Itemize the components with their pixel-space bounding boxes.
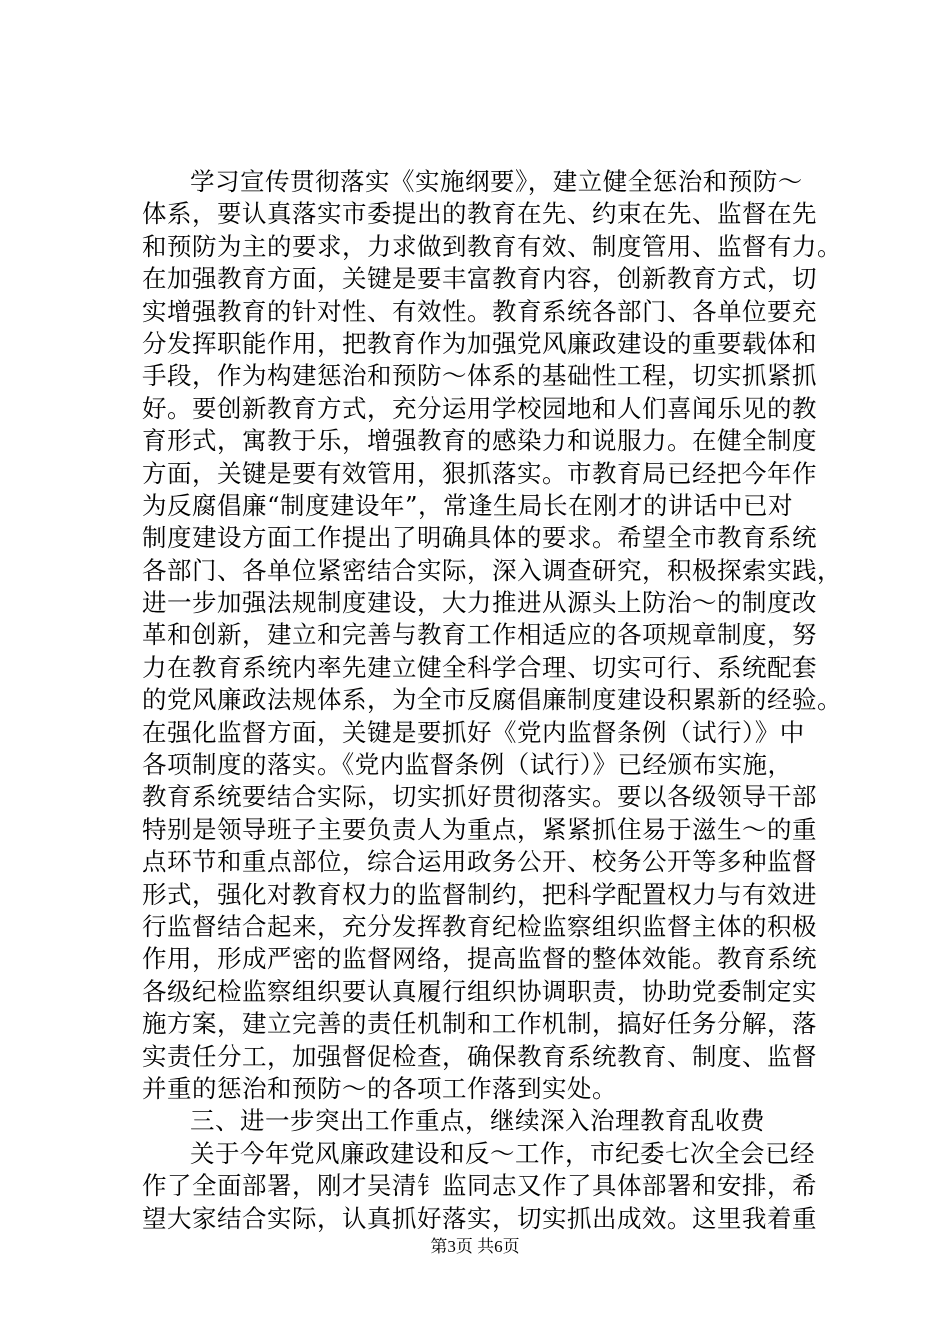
paragraph-line: 在强化监督方面，关键是要抓好《党内监督条例（试行）》中 [142,717,805,747]
paragraph-line: 育形式，寓教于乐，增强教育的感染力和说服力。在健全制度 [142,426,817,456]
paragraph-line: 特别是领导班子主要负责人为重点，紧紧抓住易于滋生～的重 [142,814,817,844]
paragraph-line: 为反腐倡廉“制度建设年”，常逢生局长在刚才的讲话中已对 [142,490,794,520]
paragraph-line: 作用，形成严密的监督网络，提高监督的整体效能。教育系统 [142,944,817,974]
paragraph-line: 进一步加强法规制度建设，大力推进从源头上防治～的制度改 [142,588,817,618]
paragraph-line: 形式，强化对教育权力的监督制约，把科学配置权力与有效进 [142,879,817,909]
paragraph-line: 各级纪检监察组织要认真履行组织协调职责，协助党委制定实 [142,976,817,1006]
paragraph-line: 在加强教育方面，关键是要丰富教育内容，创新教育方式，切 [142,264,817,294]
paragraph-line: 作了全面部署，刚才吴清钅监同志又作了具体部署和安排，希 [142,1171,817,1201]
paragraph-line: 点环节和重点部位，综合运用政务公开、校务公开等多种监督 [142,847,817,877]
paragraph-line: 关于今年党风廉政建设和反～工作，市纪委七次全会已经 [190,1138,815,1168]
paragraph-line: 力在教育系统内率先建立健全科学合理、切实可行、系统配套 [142,652,817,682]
page-number-footer: 第3页 共6页 [430,1237,520,1256]
paragraph-line: 制度建设方面工作提出了明确具体的要求。希望全市教育系统 [142,523,817,553]
paragraph-line: 分发挥职能作用，把教育作为加强党风廉政建设的重要载体和 [142,328,817,358]
section-heading: 三、进一步突出工作重点，继续深入治理教育乱收费 [190,1106,765,1136]
paragraph-line: 好。要创新教育方式，充分运用学校园地和人们喜闻乐见的教 [142,393,817,423]
paragraph-line: 革和创新，建立和完善与教育工作相适应的各项规章制度，努 [142,620,817,650]
paragraph-line: 各部门、各单位紧密结合实际，深入调查研究，积极探索实践， [142,555,842,585]
paragraph-line: 各项制度的落实。《党内监督条例（试行）》已经颁布实施， [142,750,793,780]
paragraph-line: 体系，要认真落实市委提出的教育在先、约束在先、监督在先 [142,199,817,229]
paragraph-line: 方面，关键是要有效管用，狠抓落实。市教育局已经把今年作 [142,458,817,488]
paragraph-line: 手段，作为构建惩治和预防～体系的基础性工程，切实抓紧抓 [142,361,817,391]
paragraph-line: 实责任分工，加强督促检查，确保教育系统教育、制度、监督 [142,1041,817,1071]
paragraph-line: 并重的惩治和预防～的各项工作落到实处。 [142,1073,617,1103]
paragraph-line: 实增强教育的针对性、有效性。教育系统各部门、各单位要充 [142,296,817,326]
paragraph-line: 教育系统要结合实际，切实抓好贯彻落实。要以各级领导干部 [142,782,817,812]
paragraph-line: 的党风廉政法规体系，为全市反腐倡廉制度建设积累新的经验。 [142,685,842,715]
paragraph-line: 和预防为主的要求，力求做到教育有效、制度管用、监督有力。 [142,231,842,261]
paragraph-line: 学习宣传贯彻落实《实施纲要》，建立健全惩治和预防～ [190,167,803,196]
paragraph-line: 行监督结合起来，充分发挥教育纪检监察组织监督主体的积极 [142,911,817,941]
paragraph-line: 施方案，建立完善的责任机制和工作机制，搞好任务分解，落 [142,1009,817,1039]
body-text [142,166,842,1235]
paragraph-line: 望大家结合实际，认真抓好落实，切实抓出成效。这里我着重 [142,1203,817,1233]
